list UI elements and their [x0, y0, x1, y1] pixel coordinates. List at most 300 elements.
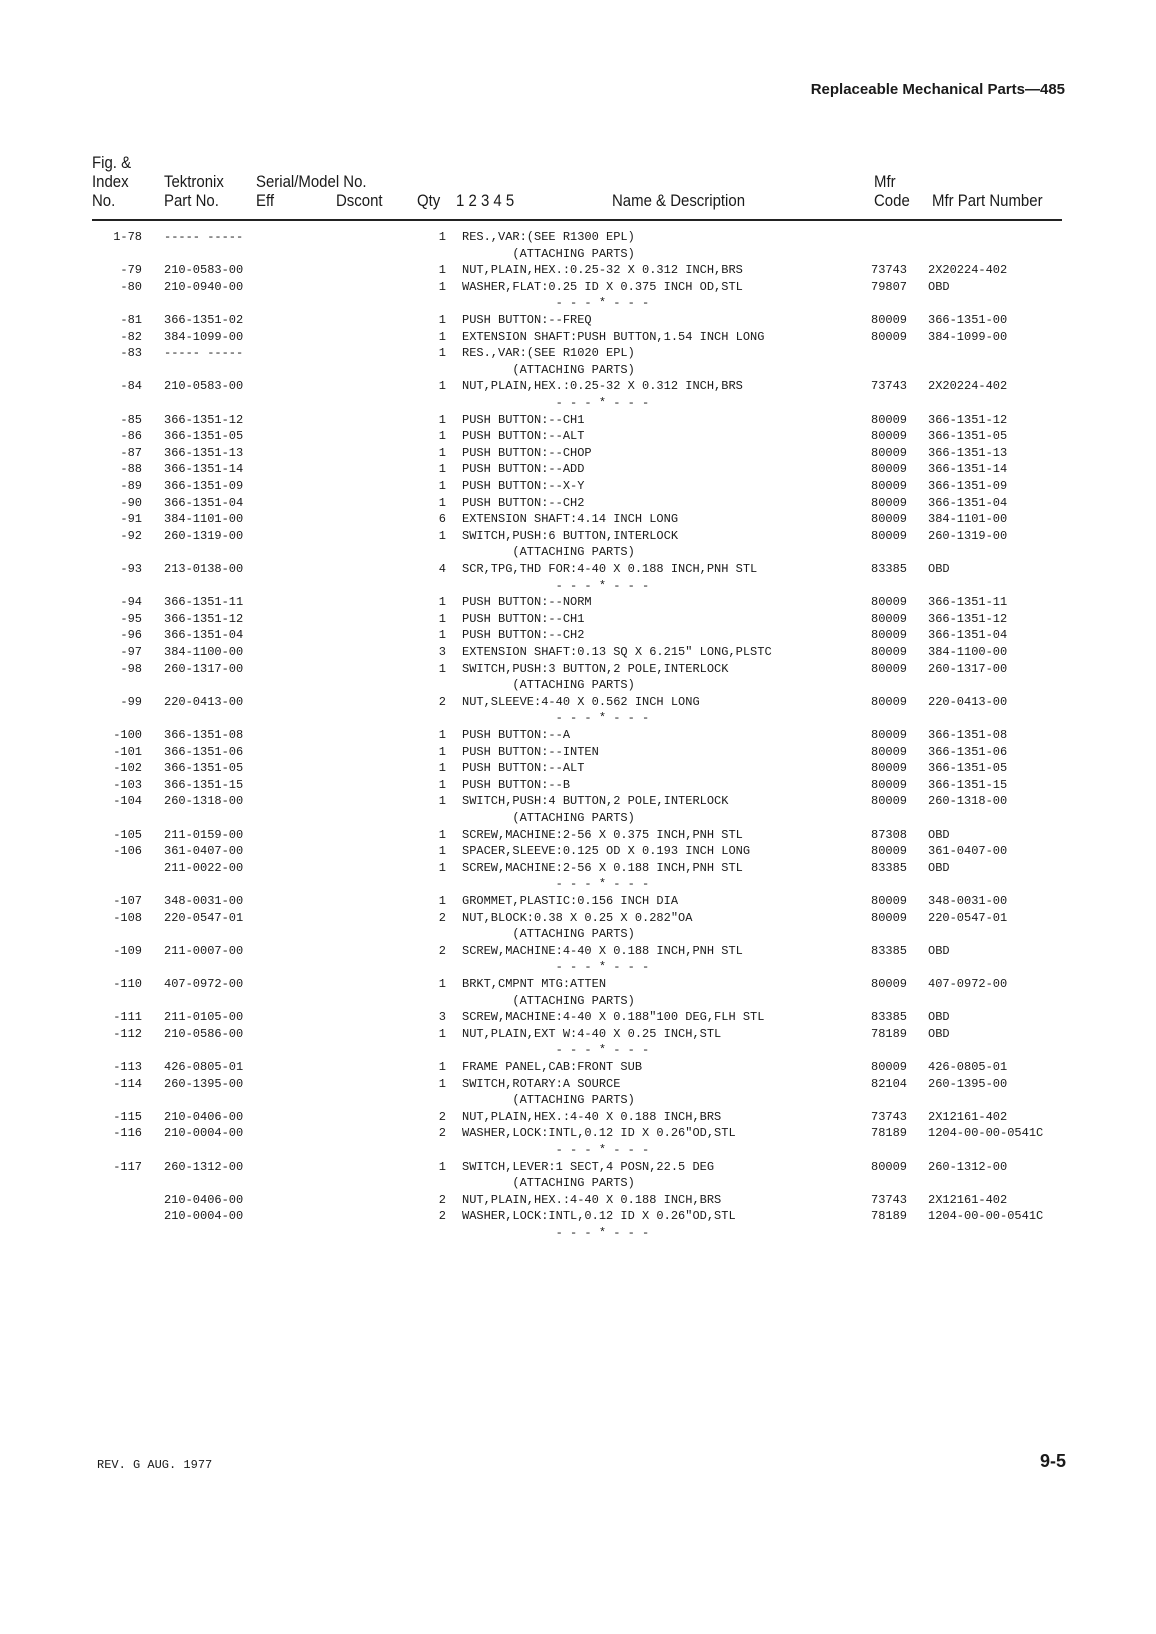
cell-part-no: 220-0547-01 — [164, 910, 244, 925]
cell-index-no: -88 — [120, 462, 142, 477]
cell-qty: 1 — [438, 462, 446, 477]
table-row — [0, 1192, 1156, 1209]
col-name-description: Name & Description — [612, 191, 746, 210]
cell-qty: 1 — [438, 495, 446, 510]
cell-qty: 1 — [438, 313, 446, 327]
col-fig-index-line1: Fig. & — [92, 153, 132, 172]
cell-qty: 1 — [438, 445, 446, 460]
cell-part-no: 366-1351-02 — [164, 313, 244, 327]
cell-name-description: EXTENSION SHAFT:PUSH BUTTON,1.54 INCH LONG — [462, 329, 765, 344]
cell-mfr-code: 80009 — [871, 1060, 908, 1074]
cell-name-description: - - - * - - - — [462, 877, 650, 892]
cell-part-no: 384-1099-00 — [164, 329, 244, 344]
table-row — [0, 578, 1156, 595]
col-dscont: Dscont — [336, 191, 383, 210]
cell-name-description: SWITCH,LEVER:1 SECT,4 POSN,22.5 DEG — [462, 1159, 715, 1174]
table-row — [0, 229, 1156, 246]
cell-mfr-part-number: 366-1351-11 — [928, 595, 1008, 610]
cell-mfr-part-number: 220-0547-01 — [928, 910, 1008, 925]
cell-mfr-code: 80009 — [871, 445, 908, 460]
cell-part-no: 366-1351-04 — [164, 628, 244, 643]
cell-name-description: PUSH BUTTON:--NORM — [462, 595, 592, 610]
cell-mfr-part-number: 2X20224-402 — [928, 379, 1008, 394]
cell-index-no: -103 — [113, 777, 142, 792]
table-row — [0, 976, 1156, 993]
col-indent-levels: 1 2 3 4 5 — [456, 191, 515, 210]
cell-qty: 1 — [438, 611, 446, 626]
cell-index-no: 1-78 — [113, 230, 142, 244]
cell-mfr-part-number: 366-1351-09 — [928, 479, 1008, 493]
cell-name-description: SCREW,MACHINE:4-40 X 0.188 INCH,PNH STL — [462, 943, 743, 958]
cell-mfr-code: 80009 — [871, 611, 908, 626]
cell-qty: 2 — [438, 1209, 446, 1224]
cell-name-description: PUSH BUTTON:--X-Y — [462, 479, 585, 493]
cell-mfr-part-number: OBD — [928, 1010, 950, 1025]
table-row — [0, 329, 1156, 346]
cell-part-no: 260-1312-00 — [164, 1159, 244, 1174]
table-row — [0, 1009, 1156, 1026]
cell-mfr-part-number: 348-0031-00 — [928, 894, 1008, 908]
cell-mfr-part-number: 366-1351-12 — [928, 412, 1008, 427]
table-row — [0, 810, 1156, 827]
table-row — [0, 362, 1156, 379]
table-row — [0, 461, 1156, 478]
cell-mfr-part-number: 366-1351-08 — [928, 728, 1008, 742]
table-row — [0, 528, 1156, 545]
cell-mfr-code: 83385 — [871, 1010, 908, 1025]
cell-qty: 1 — [438, 1026, 446, 1041]
table-row — [0, 744, 1156, 761]
cell-qty: 2 — [438, 1192, 446, 1207]
cell-part-no: 366-1351-15 — [164, 777, 244, 792]
cell-part-no: 260-1319-00 — [164, 528, 244, 543]
cell-mfr-code: 80009 — [871, 462, 908, 477]
cell-mfr-code: 80009 — [871, 844, 908, 859]
cell-mfr-code: 80009 — [871, 479, 908, 493]
cell-qty: 2 — [438, 1109, 446, 1124]
cell-mfr-part-number: 407-0972-00 — [928, 977, 1008, 991]
cell-mfr-part-number: 366-1351-15 — [928, 777, 1008, 792]
table-row — [0, 412, 1156, 429]
cell-name-description: - - - * - - - — [462, 1143, 650, 1157]
cell-name-description: - - - * - - - — [462, 960, 650, 975]
cell-qty: 1 — [438, 379, 446, 394]
cell-index-no: -102 — [113, 761, 142, 776]
cell-name-description: (ATTACHING PARTS) — [462, 545, 635, 560]
cell-mfr-code: 80009 — [871, 761, 908, 776]
cell-name-description: PUSH BUTTON:--CH2 — [462, 628, 585, 643]
cell-mfr-code: 83385 — [871, 860, 908, 875]
cell-index-no: -79 — [120, 263, 142, 278]
table-row — [0, 1208, 1156, 1225]
cell-part-no: 366-1351-05 — [164, 761, 244, 776]
cell-mfr-part-number: 384-1101-00 — [928, 512, 1008, 527]
col-fig-index-line2: Index — [92, 172, 129, 191]
cell-name-description: NUT,SLEEVE:4-40 X 0.562 INCH LONG — [462, 694, 700, 709]
cell-qty: 1 — [438, 844, 446, 859]
table-row — [0, 694, 1156, 711]
cell-name-description: RES.,VAR:(SEE R1300 EPL) — [462, 230, 635, 244]
cell-qty: 1 — [438, 279, 446, 294]
cell-part-no: ----- ----- — [164, 346, 244, 361]
cell-qty: 1 — [438, 777, 446, 792]
cell-name-description: SCR,TPG,THD FOR:4-40 X 0.188 INCH,PNH STL — [462, 562, 758, 576]
cell-name-description: - - - * - - - — [462, 296, 650, 311]
table-row — [0, 1109, 1156, 1126]
table-row — [0, 710, 1156, 727]
footer-page-number: 9-5 — [1039, 1451, 1066, 1471]
cell-index-no: -92 — [120, 528, 142, 543]
cell-index-no: -115 — [113, 1109, 142, 1124]
cell-mfr-code: 82104 — [871, 1076, 908, 1091]
cell-mfr-code: 80009 — [871, 313, 908, 327]
cell-index-no: -85 — [120, 412, 142, 427]
table-row — [0, 611, 1156, 628]
cell-part-no: 384-1101-00 — [164, 512, 244, 527]
cell-mfr-code: 80009 — [871, 694, 908, 709]
cell-index-no: -112 — [113, 1026, 142, 1041]
cell-qty: 6 — [438, 512, 446, 527]
cell-name-description: NUT,BLOCK:0.38 X 0.25 X 0.282"OA — [462, 910, 693, 925]
cell-mfr-code: 80009 — [871, 528, 908, 543]
table-row — [0, 1092, 1156, 1109]
cell-name-description: PUSH BUTTON:--ALT — [462, 429, 585, 444]
table-row — [0, 993, 1156, 1010]
cell-index-no: -97 — [120, 645, 142, 659]
cell-part-no: 210-0004-00 — [164, 1209, 244, 1224]
col-fig-index-line3: No. — [92, 191, 116, 210]
table-row — [0, 262, 1156, 279]
cell-qty: 1 — [438, 528, 446, 543]
col-part-line1: Tektronix — [164, 172, 224, 191]
cell-part-no: 211-0105-00 — [164, 1010, 244, 1025]
cell-mfr-part-number: 366-1351-04 — [928, 495, 1008, 510]
cell-name-description: PUSH BUTTON:--CH1 — [462, 611, 585, 626]
cell-name-description: (ATTACHING PARTS) — [462, 678, 635, 693]
table-row — [0, 1175, 1156, 1192]
cell-mfr-code: 83385 — [871, 943, 908, 958]
table-row — [0, 445, 1156, 462]
cell-index-no: -94 — [120, 595, 142, 610]
cell-name-description: WASHER,FLAT:0.25 ID X 0.375 INCH OD,STL — [462, 279, 743, 294]
cell-index-no: -104 — [113, 794, 142, 809]
table-row — [0, 1225, 1156, 1242]
col-mfr-code-line2: Code — [874, 191, 910, 210]
cell-mfr-part-number: 260-1312-00 — [928, 1159, 1008, 1174]
cell-name-description: PUSH BUTTON:--ADD — [462, 462, 585, 477]
cell-mfr-part-number: 366-1351-00 — [928, 313, 1008, 327]
table-row — [0, 627, 1156, 644]
cell-index-no: -90 — [120, 495, 142, 510]
cell-name-description: WASHER,LOCK:INTL,0.12 ID X 0.26"OD,STL — [462, 1209, 736, 1224]
cell-qty: 1 — [438, 346, 446, 361]
cell-index-no: -89 — [120, 479, 142, 493]
table-row — [0, 1042, 1156, 1059]
cell-part-no: 210-0583-00 — [164, 379, 244, 394]
cell-mfr-code: 80009 — [871, 1159, 908, 1174]
cell-mfr-part-number: 366-1351-14 — [928, 462, 1008, 477]
col-eff: Eff — [256, 191, 275, 210]
cell-part-no: 260-1317-00 — [164, 661, 244, 676]
cell-mfr-part-number: 366-1351-13 — [928, 445, 1008, 460]
cell-part-no: 366-1351-06 — [164, 744, 244, 759]
col-serial-model: Serial/Model No. — [256, 172, 367, 191]
cell-qty: 2 — [438, 943, 446, 958]
cell-mfr-code: 80009 — [871, 977, 908, 991]
cell-qty: 1 — [438, 479, 446, 493]
cell-index-no: -99 — [120, 694, 142, 709]
cell-name-description: (ATTACHING PARTS) — [462, 811, 635, 825]
cell-mfr-code: 80009 — [871, 628, 908, 643]
cell-mfr-part-number: 220-0413-00 — [928, 694, 1008, 709]
cell-name-description: PUSH BUTTON:--B — [462, 777, 571, 792]
cell-name-description: SWITCH,ROTARY:A SOURCE — [462, 1076, 621, 1091]
cell-name-description: NUT,PLAIN,EXT W:4-40 X 0.25 INCH,STL — [462, 1026, 722, 1041]
table-row — [0, 827, 1156, 844]
cell-qty: 1 — [438, 412, 446, 427]
cell-name-description: WASHER,LOCK:INTL,0.12 ID X 0.26"OD,STL — [462, 1126, 736, 1141]
cell-mfr-code: 80009 — [871, 894, 908, 908]
table-row — [0, 511, 1156, 528]
table-row — [0, 312, 1156, 329]
cell-mfr-code: 80009 — [871, 429, 908, 444]
table-row — [0, 1142, 1156, 1159]
cell-part-no: 366-1351-11 — [164, 595, 244, 610]
cell-mfr-part-number: OBD — [928, 562, 950, 576]
cell-part-no: 211-0159-00 — [164, 827, 244, 842]
cell-mfr-code: 73743 — [871, 1109, 908, 1124]
cell-mfr-code: 87308 — [871, 827, 908, 842]
cell-name-description: (ATTACHING PARTS) — [462, 927, 635, 942]
cell-mfr-code: 80009 — [871, 794, 908, 809]
table-row — [0, 943, 1156, 960]
cell-qty: 1 — [438, 429, 446, 444]
cell-part-no: 213-0138-00 — [164, 562, 244, 576]
cell-mfr-part-number: 260-1319-00 — [928, 528, 1008, 543]
cell-mfr-part-number: 2X20224-402 — [928, 263, 1008, 278]
cell-name-description: SCREW,MACHINE:2-56 X 0.375 INCH,PNH STL — [462, 827, 743, 842]
cell-name-description: EXTENSION SHAFT:0.13 SQ X 6.215" LONG,PLSTC — [462, 645, 772, 659]
cell-index-no: -87 — [120, 445, 142, 460]
table-row — [0, 594, 1156, 611]
cell-part-no: 426-0805-01 — [164, 1060, 244, 1074]
cell-name-description: - - - * - - - — [462, 711, 650, 726]
table-row — [0, 860, 1156, 877]
cell-part-no: 210-0940-00 — [164, 279, 244, 294]
cell-part-no: 366-1351-12 — [164, 611, 244, 626]
cell-mfr-part-number: 366-1351-05 — [928, 761, 1008, 776]
cell-mfr-part-number: 361-0407-00 — [928, 844, 1008, 859]
table-row — [0, 760, 1156, 777]
cell-qty: 3 — [438, 1010, 446, 1025]
cell-index-no: -80 — [120, 279, 142, 294]
cell-name-description: PUSH BUTTON:--CH1 — [462, 412, 585, 427]
cell-index-no: -108 — [113, 910, 142, 925]
cell-part-no: 366-1351-09 — [164, 479, 244, 493]
cell-name-description: (ATTACHING PARTS) — [462, 1176, 635, 1191]
cell-mfr-part-number: 366-1351-05 — [928, 429, 1008, 444]
footer-revision: REV. G AUG. 1977 — [97, 1458, 213, 1472]
cell-index-no: -106 — [113, 844, 142, 859]
table-row — [0, 345, 1156, 362]
cell-name-description: PUSH BUTTON:--CH2 — [462, 495, 585, 510]
cell-index-no: -83 — [120, 346, 142, 361]
cell-name-description: GROMMET,PLASTIC:0.156 INCH DIA — [462, 894, 679, 908]
cell-mfr-part-number: 1204-00-00-0541C — [928, 1209, 1044, 1224]
table-row — [0, 1076, 1156, 1093]
cell-qty: 2 — [438, 694, 446, 709]
cell-mfr-part-number: 426-0805-01 — [928, 1060, 1008, 1074]
cell-mfr-code: 80009 — [871, 329, 908, 344]
table-row — [0, 1059, 1156, 1076]
table-row — [0, 279, 1156, 296]
cell-mfr-part-number: OBD — [928, 943, 950, 958]
cell-part-no: 366-1351-14 — [164, 462, 244, 477]
cell-mfr-code: 80009 — [871, 512, 908, 527]
cell-index-no: -93 — [120, 562, 142, 576]
cell-name-description: - - - * - - - — [462, 1226, 650, 1240]
cell-name-description: (ATTACHING PARTS) — [462, 362, 635, 377]
cell-mfr-part-number: 2X12161-402 — [928, 1109, 1008, 1124]
cell-part-no: 366-1351-08 — [164, 728, 244, 742]
cell-part-no: 407-0972-00 — [164, 977, 244, 991]
cell-part-no: 384-1100-00 — [164, 645, 244, 659]
col-mfr-part-number: Mfr Part Number — [932, 191, 1043, 210]
cell-mfr-part-number: 260-1318-00 — [928, 794, 1008, 809]
cell-name-description: EXTENSION SHAFT:4.14 INCH LONG — [462, 512, 679, 527]
cell-index-no: -86 — [120, 429, 142, 444]
cell-name-description: PUSH BUTTON:--FREQ — [462, 313, 592, 327]
cell-name-description: SCREW,MACHINE:2-56 X 0.188 INCH,PNH STL — [462, 860, 743, 875]
cell-part-no: 366-1351-13 — [164, 445, 244, 460]
cell-part-no: 361-0407-00 — [164, 844, 244, 859]
cell-name-description: - - - * - - - — [462, 1043, 650, 1058]
cell-mfr-part-number: OBD — [928, 860, 950, 875]
cell-name-description: NUT,PLAIN,HEX.:4-40 X 0.188 INCH,BRS — [462, 1109, 722, 1124]
cell-qty: 3 — [438, 645, 446, 659]
cell-part-no: 210-0406-00 — [164, 1192, 244, 1207]
cell-part-no: 260-1318-00 — [164, 794, 244, 809]
cell-qty: 1 — [438, 744, 446, 759]
table-row — [0, 1159, 1156, 1176]
cell-name-description: RES.,VAR:(SEE R1020 EPL) — [462, 346, 635, 361]
cell-part-no: 210-0583-00 — [164, 263, 244, 278]
cell-index-no: -91 — [120, 512, 142, 527]
table-row — [0, 478, 1156, 495]
cell-qty: 2 — [438, 1126, 446, 1141]
cell-mfr-code: 80009 — [871, 495, 908, 510]
cell-name-description: FRAME PANEL,CAB:FRONT SUB — [462, 1060, 643, 1074]
cell-index-no: -96 — [120, 628, 142, 643]
cell-name-description: PUSH BUTTON:--A — [462, 728, 571, 742]
table-row — [0, 295, 1156, 312]
cell-name-description: - - - * - - - — [462, 578, 650, 593]
table-row — [0, 561, 1156, 578]
cell-index-no: -110 — [113, 977, 142, 991]
cell-qty: 1 — [438, 263, 446, 278]
cell-mfr-code: 80009 — [871, 412, 908, 427]
cell-mfr-code: 73743 — [871, 263, 908, 278]
cell-mfr-part-number: 384-1099-00 — [928, 329, 1008, 344]
cell-index-no: -113 — [113, 1060, 142, 1074]
table-row — [0, 544, 1156, 561]
cell-mfr-part-number: OBD — [928, 1026, 950, 1041]
cell-mfr-part-number: 260-1317-00 — [928, 661, 1008, 676]
table-row — [0, 910, 1156, 927]
cell-name-description: (ATTACHING PARTS) — [462, 246, 635, 261]
cell-name-description: (ATTACHING PARTS) — [462, 1093, 635, 1108]
cell-mfr-code: 80009 — [871, 910, 908, 925]
cell-name-description: BRKT,CMPNT MTG:ATTEN — [462, 977, 607, 991]
cell-qty: 1 — [438, 329, 446, 344]
cell-qty: 1 — [438, 761, 446, 776]
header-rule — [92, 219, 1062, 221]
cell-index-no: -114 — [113, 1076, 142, 1091]
cell-index-no: -105 — [113, 827, 142, 842]
cell-part-no: 366-1351-12 — [164, 412, 244, 427]
cell-index-no: -101 — [113, 744, 142, 759]
table-row — [0, 1026, 1156, 1043]
cell-part-no: 220-0413-00 — [164, 694, 244, 709]
cell-qty: 1 — [438, 628, 446, 643]
table-row — [0, 644, 1156, 661]
table-row — [0, 661, 1156, 678]
col-part-line2: Part No. — [164, 191, 219, 210]
table-row — [0, 793, 1156, 810]
cell-index-no: -111 — [113, 1010, 142, 1025]
cell-index-no: -107 — [113, 894, 142, 908]
cell-qty: 1 — [438, 1159, 446, 1174]
cell-qty: 4 — [438, 562, 446, 576]
cell-index-no: -95 — [120, 611, 142, 626]
table-row — [0, 727, 1156, 744]
cell-part-no: 260-1395-00 — [164, 1076, 244, 1091]
cell-name-description: PUSH BUTTON:--CHOP — [462, 445, 592, 460]
page-header-title: Replaceable Mechanical Parts—485 — [810, 81, 1065, 98]
cell-name-description: SWITCH,PUSH:4 BUTTON,2 POLE,INTERLOCK — [462, 794, 729, 809]
cell-qty: 1 — [438, 977, 446, 991]
cell-part-no: 366-1351-05 — [164, 429, 244, 444]
cell-index-no: -98 — [120, 661, 142, 676]
cell-mfr-code: 80009 — [871, 728, 908, 742]
cell-part-no: ----- ----- — [164, 230, 244, 244]
cell-qty: 1 — [438, 1060, 446, 1074]
cell-qty: 1 — [438, 794, 446, 809]
cell-mfr-code: 83385 — [871, 562, 908, 576]
cell-name-description: SWITCH,PUSH:6 BUTTON,INTERLOCK — [462, 528, 679, 543]
cell-qty: 1 — [438, 728, 446, 742]
cell-name-description: SWITCH,PUSH:3 BUTTON,2 POLE,INTERLOCK — [462, 661, 729, 676]
cell-mfr-code: 78189 — [871, 1209, 908, 1224]
cell-index-no: -116 — [113, 1126, 142, 1141]
table-row — [0, 677, 1156, 694]
cell-index-no: -117 — [113, 1159, 142, 1174]
cell-qty: 1 — [438, 894, 446, 908]
col-qty: Qty — [417, 191, 441, 210]
cell-index-no: -84 — [120, 379, 142, 394]
cell-qty: 1 — [438, 827, 446, 842]
cell-mfr-code: 80009 — [871, 595, 908, 610]
cell-name-description: - - - * - - - — [462, 396, 650, 410]
cell-index-no: -109 — [113, 943, 142, 958]
cell-qty: 1 — [438, 595, 446, 610]
cell-part-no: 348-0031-00 — [164, 894, 244, 908]
cell-qty: 1 — [438, 860, 446, 875]
table-row — [0, 246, 1156, 263]
cell-name-description: NUT,PLAIN,HEX.:0.25-32 X 0.312 INCH,BRS — [462, 379, 743, 394]
cell-mfr-code: 78189 — [871, 1026, 908, 1041]
cell-mfr-code: 80009 — [871, 645, 908, 659]
